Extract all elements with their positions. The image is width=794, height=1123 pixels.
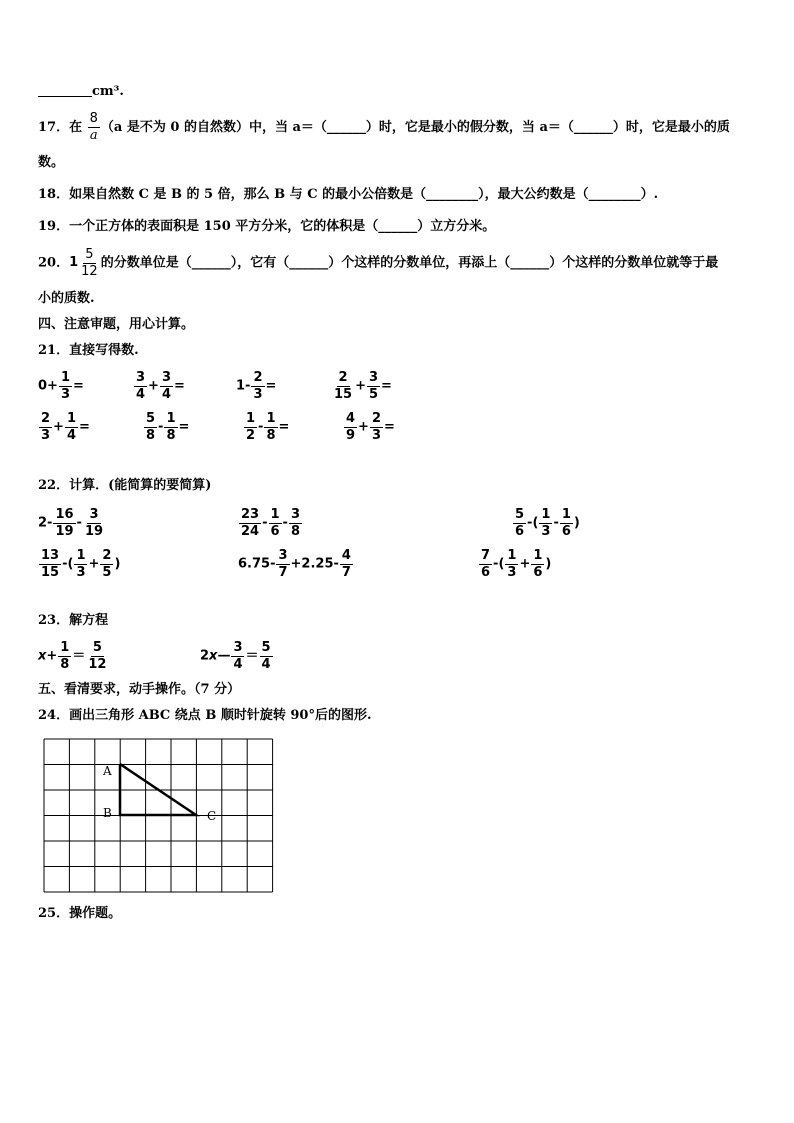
- equals-sign: =: [73, 378, 84, 394]
- fraction-numerator: 2: [41, 411, 51, 426]
- equals-sign: =: [384, 419, 395, 435]
- grid-figure: [43, 738, 275, 898]
- fraction-numerator: 13: [41, 548, 60, 563]
- q22-expression-6: [478, 548, 551, 581]
- fraction: [39, 411, 52, 444]
- q22-expression-1: [38, 507, 106, 540]
- unit-text: cm³.: [92, 84, 124, 99]
- fraction-denominator: 6: [533, 565, 543, 580]
- fraction-numerator: 8: [89, 111, 98, 126]
- fraction: [344, 411, 357, 444]
- close-paren: ): [114, 556, 121, 572]
- fraction: [264, 411, 277, 444]
- fraction-denominator: 9: [346, 428, 356, 443]
- question-number: 22．: [38, 478, 70, 493]
- fraction: [539, 507, 552, 540]
- fraction: [53, 507, 75, 540]
- expression-operator: +: [88, 556, 100, 572]
- fraction: [260, 640, 273, 673]
- fraction-numerator: 1: [166, 411, 176, 426]
- fraction: [58, 640, 71, 673]
- question-number: 18．: [38, 187, 70, 202]
- fraction: [160, 370, 173, 403]
- q17-text-b: （a 是不为 0 的自然数）中，当 a＝（______）时，它是最小的假分数，当 a＝（______）时，它是最小的质: [100, 120, 730, 135]
- fraction: [560, 507, 573, 540]
- fraction-denominator: 6: [561, 524, 571, 539]
- fraction-denominator: 8: [60, 657, 70, 672]
- fraction: [239, 507, 261, 540]
- equals-sign: =: [265, 378, 277, 394]
- fraction-denominator: 6: [270, 524, 280, 539]
- question-21: [38, 343, 139, 359]
- fraction-numerator: 16: [55, 507, 74, 522]
- q22-expression-2: [238, 507, 303, 540]
- expression-operator: +: [519, 556, 531, 572]
- fraction: [513, 507, 526, 540]
- expression-operator: -(: [527, 515, 539, 531]
- fraction-denominator: 12: [88, 657, 107, 672]
- fraction-numerator: 1: [541, 507, 551, 522]
- fraction-8-over-a: [88, 111, 100, 144]
- question-number: 24．: [38, 708, 70, 723]
- fraction-denominator: 3: [541, 524, 551, 539]
- fraction: [74, 548, 87, 581]
- fraction-denominator: 4: [66, 428, 76, 443]
- expression-operator: +: [358, 419, 369, 435]
- question-number: 25．: [38, 906, 70, 921]
- q21-expression: [38, 370, 84, 403]
- q17-text-c: 数。: [38, 155, 65, 170]
- question-20: [38, 246, 718, 281]
- fraction: [86, 640, 108, 673]
- expression-prefix: 0+: [38, 378, 58, 394]
- fraction-numerator: 2: [338, 370, 348, 385]
- expression-operator: -(: [62, 556, 74, 572]
- question-23: [38, 613, 108, 629]
- fraction-denominator: 12: [81, 263, 98, 279]
- fraction-numerator: 1: [270, 507, 280, 522]
- fraction-numerator: 1: [60, 640, 70, 655]
- q19-text: 一个正方体的表面积是 150 平方分米，它的体积是（______）立方分米。: [69, 219, 496, 234]
- fraction: [332, 370, 354, 403]
- fraction-numerator: 1: [561, 507, 571, 522]
- fraction-numerator: 1: [60, 370, 70, 385]
- equation-coefficient: 2: [200, 648, 210, 664]
- fraction-denominator: 3: [60, 387, 70, 402]
- fraction-numerator: 4: [341, 548, 351, 563]
- fraction-denominator: 3: [253, 387, 263, 402]
- expression-operator: -: [76, 515, 82, 531]
- question-22: [38, 478, 211, 494]
- fraction-denominator: 8: [146, 428, 156, 443]
- fraction-denominator: 4: [261, 657, 271, 672]
- section-4-title: 四、注意审题，用心计算。: [38, 317, 195, 332]
- square-grid: [43, 738, 275, 894]
- expression-operator: -: [262, 515, 268, 531]
- fraction-numerator: 5: [92, 640, 102, 655]
- expression-middle: +2.25-: [290, 556, 339, 572]
- fraction: [65, 411, 78, 444]
- expression-operator: -: [158, 419, 164, 435]
- fraction-numerator: 3: [233, 640, 243, 655]
- fraction-numerator: 23: [241, 507, 260, 522]
- expression-prefix: 2-: [38, 515, 53, 531]
- fraction-numerator: 7: [481, 548, 491, 563]
- fraction-numerator: 1: [246, 411, 256, 426]
- fraction-denominator: 24: [241, 524, 260, 539]
- q24-text: 画出三角形 ABC 绕点 B 顺时针旋转 90°后的图形.: [69, 708, 372, 723]
- answer-blank: [38, 84, 92, 97]
- mixed-number-fraction: [79, 247, 100, 280]
- fraction: [39, 548, 61, 581]
- equation-operator: —: [217, 648, 231, 664]
- fraction: [59, 370, 72, 403]
- fraction-denominator: 3: [371, 428, 381, 443]
- equation-variable: x: [209, 648, 218, 664]
- fraction-denominator: 19: [55, 524, 74, 539]
- fraction-numerator: 1: [266, 411, 276, 426]
- fraction: [134, 370, 147, 403]
- q25-text: 操作题。: [69, 906, 122, 921]
- vertex-label-b: B: [103, 806, 112, 820]
- q20-text-b: 的分数单位是（______），它有（______）个这样的分数单位，再添上（______）个这样的分数单位就等于最: [100, 255, 719, 271]
- fraction: [505, 548, 518, 581]
- question-number: 23．: [38, 613, 70, 628]
- fraction-denominator: 3: [41, 428, 51, 443]
- section-5-title: 五、看清要求，动手操作。（7 分）: [38, 682, 241, 697]
- fraction-numerator: 3: [161, 370, 171, 385]
- question-number: 21．: [38, 343, 70, 358]
- fraction: [367, 370, 380, 403]
- fraction-numerator: 5: [85, 246, 94, 262]
- fraction: [340, 548, 353, 581]
- fraction-numerator: 5: [261, 640, 271, 655]
- expression-operator: -: [258, 419, 264, 435]
- fraction: [244, 411, 257, 444]
- equation-2: [200, 640, 274, 673]
- equals-sign: ＝: [245, 648, 259, 664]
- fraction-denominator: 8: [290, 524, 300, 539]
- fraction: [144, 411, 157, 444]
- fraction-numerator: 1: [507, 548, 517, 563]
- fraction-numerator: 5: [515, 507, 525, 522]
- close-paren: ): [573, 515, 580, 531]
- fraction: [164, 411, 177, 444]
- question-number: 19．: [38, 219, 70, 234]
- fraction-denominator: 5: [369, 387, 379, 402]
- fraction-denominator: 8: [266, 428, 276, 443]
- fraction-numerator: 1: [66, 411, 76, 426]
- equation-1: [38, 640, 109, 673]
- fraction-denominator: 6: [515, 524, 525, 539]
- question-17: [38, 111, 730, 145]
- fraction: [531, 548, 544, 581]
- q23-title: 解方程: [69, 613, 109, 628]
- expression-prefix: 6.75-: [238, 556, 276, 572]
- fraction-numerator: 2: [102, 548, 112, 563]
- fraction: [289, 507, 302, 540]
- q21-expression: [243, 411, 289, 444]
- q20-text-c: 小的质数.: [38, 291, 95, 306]
- question-number: 20．: [38, 255, 70, 271]
- question-24: [38, 708, 372, 724]
- q22-expression-3: [512, 507, 580, 540]
- fraction-denominator: 6: [481, 565, 491, 580]
- question-18: [38, 187, 658, 203]
- fraction-numerator: 3: [369, 370, 379, 385]
- top-line: [38, 84, 124, 100]
- fraction-numerator: 2: [253, 370, 263, 385]
- equation-variable: x: [38, 648, 47, 664]
- q17-text-a: 在: [69, 120, 83, 135]
- fraction: [231, 640, 244, 673]
- fraction-denominator: 8: [166, 428, 176, 443]
- expression-operator: -: [282, 515, 288, 531]
- fraction-numerator: 3: [89, 507, 99, 522]
- question-19: [38, 219, 495, 235]
- q18-text: 如果自然数 C 是 B 的 5 倍，那么 B 与 C 的最小公倍数是（________），最大公约数是（________）.: [69, 187, 659, 202]
- fraction-denominator: 15: [41, 565, 60, 580]
- expression-operator: +: [355, 378, 366, 394]
- fraction-denominator: 15: [334, 387, 353, 402]
- q21-expression: [331, 370, 392, 403]
- fraction-denominator: 5: [102, 565, 112, 580]
- expression-operator: -(: [493, 556, 505, 572]
- fraction: [276, 548, 289, 581]
- expression-operator: +: [148, 378, 159, 394]
- fraction-denominator: 3: [507, 565, 517, 580]
- q21-expression: [236, 370, 276, 403]
- vertex-label-c: C: [207, 809, 217, 823]
- equation-operator: +: [46, 648, 58, 664]
- fraction: [479, 548, 492, 581]
- fraction: [269, 507, 282, 540]
- equals-sign: =: [178, 419, 190, 435]
- fraction: [100, 548, 113, 581]
- fraction-denominator: 4: [161, 387, 171, 402]
- fraction-denominator: 7: [278, 565, 288, 580]
- fraction-denominator: a: [89, 128, 98, 143]
- expression-prefix: 1-: [236, 378, 251, 394]
- equals-sign: =: [79, 419, 90, 435]
- fraction-denominator: 4: [136, 387, 146, 402]
- close-paren: ): [545, 556, 552, 572]
- fraction-numerator: 1: [533, 548, 543, 563]
- fraction-denominator: 7: [341, 565, 351, 580]
- q22-expression-4: [38, 548, 120, 581]
- mixed-number-integer: 1: [69, 255, 79, 270]
- equals-sign: =: [381, 378, 392, 394]
- fraction: [370, 411, 383, 444]
- fraction-numerator: 2: [371, 411, 381, 426]
- fraction-numerator: 3: [290, 507, 300, 522]
- q22-title: 计算．(能简算的要简算): [69, 478, 212, 493]
- fraction-numerator: 3: [136, 370, 146, 385]
- equals-sign: =: [174, 378, 185, 394]
- fraction-denominator: 3: [76, 565, 86, 580]
- equals-sign: =: [278, 419, 290, 435]
- question-25: [38, 906, 121, 922]
- q22-expression-5: [238, 548, 354, 581]
- fraction: [251, 370, 264, 403]
- q21-expression: [143, 411, 189, 444]
- fraction-numerator: 1: [76, 548, 86, 563]
- q21-title: 直接写得数.: [69, 343, 139, 358]
- q21-expression: [38, 411, 90, 444]
- q21-expression: [133, 370, 185, 403]
- fraction-numerator: 5: [146, 411, 156, 426]
- equals-sign: ＝: [72, 648, 86, 664]
- q21-expression: [343, 411, 395, 444]
- fraction-numerator: 3: [278, 548, 288, 563]
- vertex-label-a: A: [103, 764, 112, 778]
- fraction-numerator: 4: [346, 411, 356, 426]
- fraction: [83, 507, 105, 540]
- fraction-denominator: 19: [84, 524, 104, 539]
- fraction-denominator: 4: [233, 657, 243, 672]
- expression-operator: -: [553, 515, 559, 531]
- fraction-denominator: 2: [246, 428, 256, 443]
- expression-operator: +: [53, 419, 64, 435]
- question-number: 17．: [38, 120, 70, 135]
